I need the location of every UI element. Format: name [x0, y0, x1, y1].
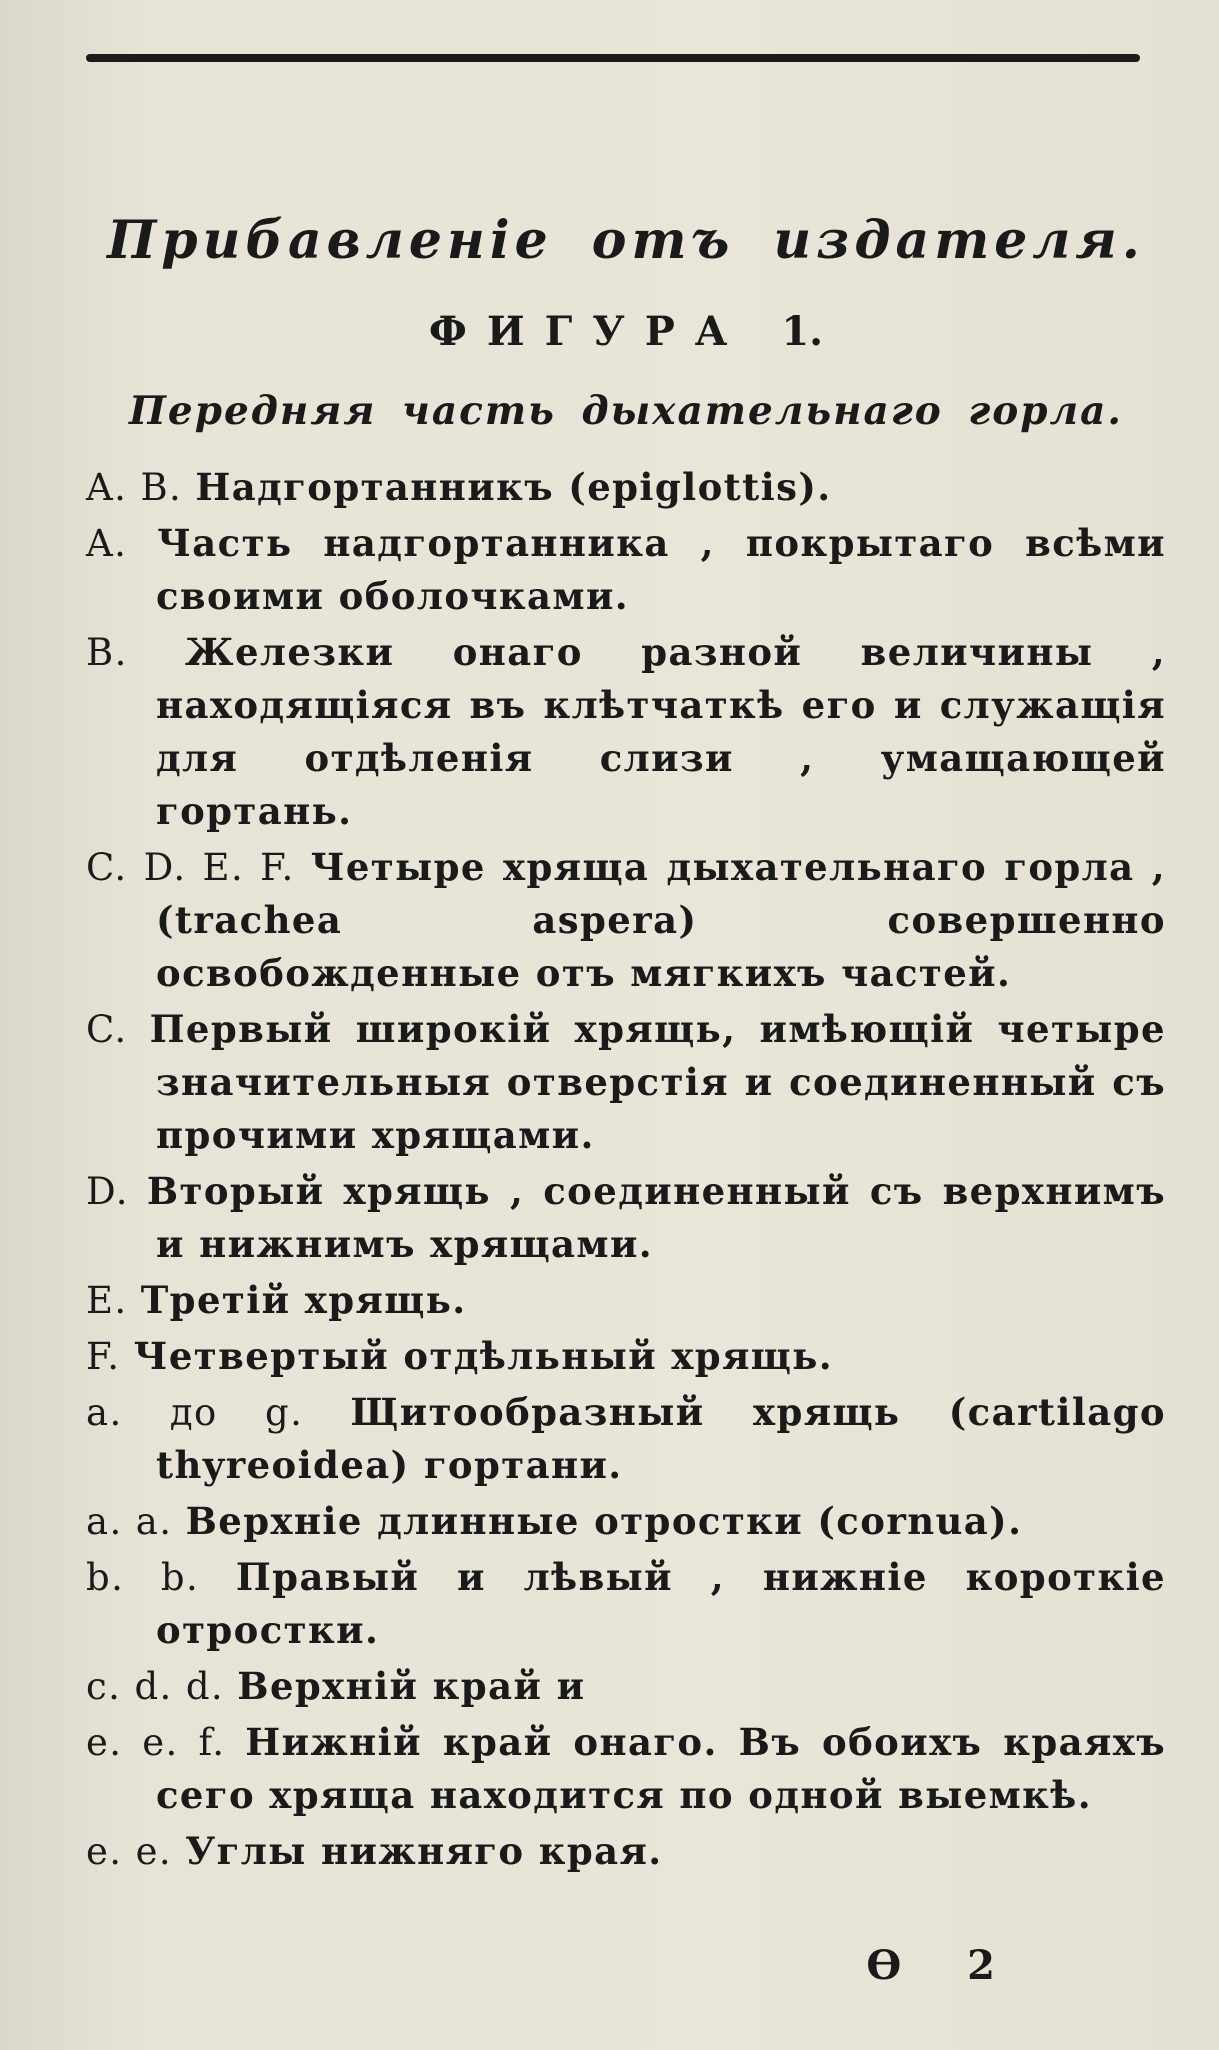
legend-text: Верхніе длинные отростки (cornua).	[185, 1499, 1023, 1544]
legend-key: A.	[86, 522, 128, 566]
figure-label: ФИГУРА	[428, 308, 748, 356]
legend-text: Четвертый отдѣльный хрящь.	[133, 1334, 834, 1379]
figure-number: 1.	[781, 308, 824, 356]
legend-entry	[86, 1003, 1166, 1162]
legend-entry	[86, 1386, 1166, 1492]
legend-key: A. B.	[86, 466, 183, 510]
legend-text: Четыре хряща дыхательнаго горла , (trachea aspera) совершенно освобожденные отъ мягкихъ частей.	[156, 845, 1166, 996]
legend-entry	[86, 461, 1166, 514]
legend-entry	[86, 1660, 1166, 1713]
legend-text: Первый широкій хрящь, имѣющій четыре значительныя отверстія и соединенный съ прочими хрящами.	[149, 1007, 1166, 1158]
legend-entry	[86, 1330, 1166, 1383]
legend-entry	[86, 1165, 1166, 1271]
legend-key: b. b.	[86, 1556, 200, 1600]
legend-text: Нижній край онаго. Въ обоихъ краяхъ сего хряща находится по одной выемкѣ.	[156, 1720, 1166, 1818]
legend-key: a. до g.	[86, 1391, 304, 1435]
legend-entry	[86, 1551, 1166, 1657]
page-content	[86, 210, 1166, 1881]
legend-key: C.	[86, 1008, 128, 1052]
figure-heading	[86, 308, 1166, 356]
legend-entry	[86, 1274, 1166, 1327]
legend-text: Надгортанникъ (epiglottis).	[195, 465, 832, 510]
legend-entry	[86, 1825, 1166, 1878]
legend-entry	[86, 841, 1166, 1000]
legend-entry	[86, 626, 1166, 838]
legend-key: B.	[86, 631, 128, 675]
legend-list	[86, 461, 1166, 1878]
legend-text: Правый и лѣвый , нижніе короткіе отростки.	[156, 1555, 1166, 1653]
legend-key: C. D. E. F.	[86, 846, 295, 890]
header-rule	[86, 54, 1140, 62]
legend-text: Третій хрящь.	[140, 1278, 467, 1323]
legend-text: Железки онаго разной величины , находящіяся въ клѣтчаткѣ его и служащія для отдѣленія слизи , умащающей гортань.	[156, 630, 1166, 834]
legend-text: Углы нижняго края.	[185, 1829, 663, 1874]
signature-mark: Ѳ 2	[866, 1942, 1021, 1989]
legend-text: Верхній край и	[237, 1664, 586, 1709]
legend-key: D.	[86, 1170, 129, 1214]
page-title: Прибавленіе отъ издателя.	[107, 210, 1145, 271]
legend-key: a. a.	[86, 1500, 173, 1544]
legend-entry	[86, 1495, 1166, 1548]
legend-key: e. e. f.	[86, 1721, 226, 1765]
legend-entry	[86, 1716, 1166, 1822]
legend-key: F.	[86, 1335, 121, 1379]
legend-entry	[86, 517, 1166, 623]
legend-key: c. d. d.	[86, 1665, 225, 1709]
legend-text: Щитообразный хрящь (cartilago thyreoidea) гортани.	[156, 1390, 1167, 1488]
legend-key: e. e.	[86, 1830, 173, 1874]
figure-subtitle: Передняя часть дыхательнаго горла.	[129, 388, 1123, 435]
legend-text: Вторый хрящь , соединенный съ верхнимъ и нижнимъ хрящами.	[146, 1169, 1166, 1267]
legend-text: Часть надгортанника , покрытаго всѣми своими оболочками.	[156, 521, 1166, 619]
legend-key: E.	[86, 1279, 128, 1323]
